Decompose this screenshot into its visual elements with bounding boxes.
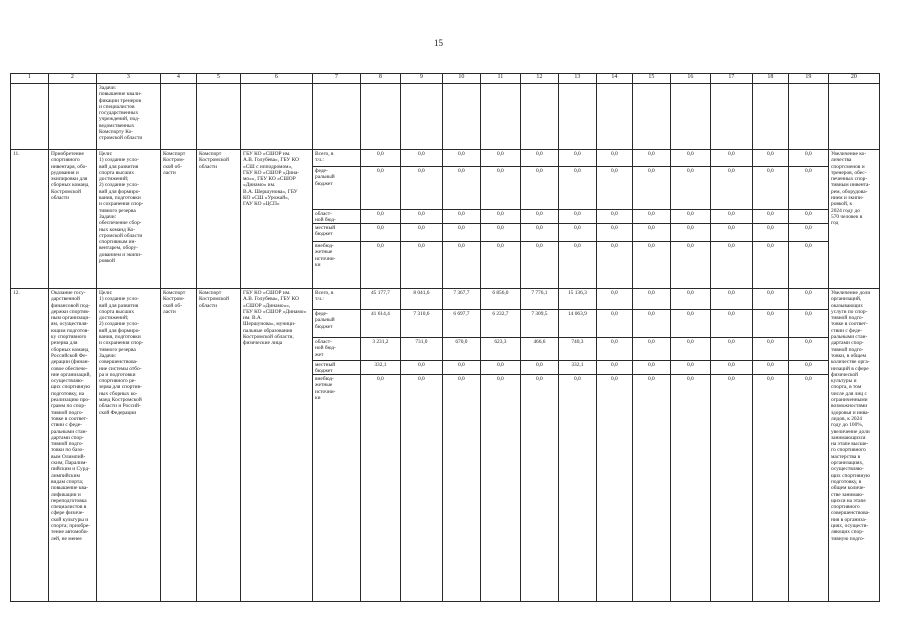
row12-value-cell: 0,0 — [670, 374, 711, 602]
row11-value-cell: 0,0 — [752, 166, 789, 210]
row11-value-cell: 0,0 — [520, 209, 559, 224]
row11-value-cell: 0,0 — [710, 149, 753, 167]
row12-value-cell: 0,0 — [632, 309, 671, 338]
row12-value-cell: 6 856,0 — [480, 288, 521, 310]
cont-row-cell-7 — [312, 83, 361, 150]
cont-row-cell-12 — [520, 83, 559, 150]
column-header-9: 9 — [400, 73, 443, 84]
row11-value-cell: 0,0 — [400, 166, 443, 210]
row11-value-cell: 0,0 — [558, 149, 597, 167]
row12-value-cell: 0,0 — [632, 337, 671, 361]
column-header-6: 6 — [240, 73, 313, 84]
row11-value-cell: 0,0 — [520, 223, 559, 242]
row11-value-cell: 0,0 — [442, 223, 481, 242]
row12-value-cell: 0,0 — [710, 374, 753, 602]
row12-value-cell: 731,0 — [400, 337, 443, 361]
column-header-20: 20 — [828, 73, 880, 84]
row11-value-cell: 0,0 — [400, 223, 443, 242]
column-header-7: 7 — [312, 73, 361, 84]
row12-value-cell: 14 063,9 — [558, 309, 597, 338]
cont-row-cell-11 — [480, 83, 521, 150]
row12-value-cell: 0,0 — [710, 288, 753, 310]
row11-value-cell: 0,0 — [480, 223, 521, 242]
cont-row-cell-19 — [788, 83, 829, 150]
row11-value-cell: 0,0 — [400, 241, 443, 289]
row12-value-cell: 0,0 — [670, 309, 711, 338]
row11-value-cell: 0,0 — [558, 223, 597, 242]
row12-value-cell: 670,0 — [442, 337, 481, 361]
row11-value-cell: 0,0 — [710, 209, 753, 224]
row12-value-cell: 0,0 — [632, 360, 671, 375]
cont-row-cell-18 — [752, 83, 789, 150]
row12-value-cell: 0,0 — [788, 337, 829, 361]
row12-number: 12. — [10, 288, 49, 602]
row11-value-cell: 0,0 — [710, 223, 753, 242]
row12-value-cell: 623,3 — [480, 337, 521, 361]
row11-value-cell: 0,0 — [752, 209, 789, 224]
row12-value-cell: 0,0 — [752, 360, 789, 375]
column-header-16: 16 — [670, 73, 711, 84]
row11-value-cell: 0,0 — [632, 149, 671, 167]
row12-value-cell: 0,0 — [788, 309, 829, 338]
column-header-3: 3 — [96, 73, 161, 84]
row12-value-cell: 0,0 — [442, 374, 481, 602]
row11-goals-tasks: Цели: 1) создание усло- вий для развития спорта высших достижений; 2) создание усло- вий для формиро- вания, подготовки и сохранения спор- тивного резерва Задачи: обеспечение сбор- ных команд Ко- стромской области спортивным ин- вентарем, обору- дованием и экипи- ровкой — [96, 149, 161, 289]
row12-value-cell: 0,0 — [596, 360, 633, 375]
row12-value-cell: 332,1 — [360, 360, 401, 375]
row11-value-cell: 0,0 — [788, 209, 829, 224]
row11-value-cell: 0,0 — [360, 166, 401, 210]
row11-value-cell: 0,0 — [632, 209, 671, 224]
row11-value-cell: 0,0 — [596, 166, 633, 210]
row11-value-cell: 0,0 — [670, 166, 711, 210]
row12-funding-source: област- ной бюд- жет — [312, 337, 361, 361]
row11-value-cell: 0,0 — [558, 209, 597, 224]
row12-funding-source: феде- ральный бюджет — [312, 309, 361, 338]
row12-value-cell: 6 697,7 — [442, 309, 481, 338]
row12-value-cell: 332,1 — [558, 360, 597, 375]
row11-value-cell: 0,0 — [558, 166, 597, 210]
column-header-17: 17 — [710, 73, 753, 84]
row11-value-cell: 0,0 — [596, 241, 633, 289]
page-number: 15 — [434, 38, 443, 48]
row12-value-cell: 7 367,7 — [442, 288, 481, 310]
row12-value-cell: 0,0 — [442, 360, 481, 375]
row11-funding-source: местный бюджет — [312, 223, 361, 242]
row11-value-cell: 0,0 — [520, 149, 559, 167]
row12-value-cell: 7 310,6 — [400, 309, 443, 338]
row11-value-cell: 0,0 — [520, 166, 559, 210]
row12-value-cell: 0,0 — [670, 337, 711, 361]
row12-expected-result: Увеличение доли организаций, оказывающих услуги по спор- тивной подго- товке в соответ- ствии с феде- ральными стан- дартами спор- тивной подго- товки, в общем количестве орга- низаций в сфере физической культуры и спорта, в том числе для лиц с ограниченными возможностями здоровья и инва- лидов, к 2024 году до 100%, увеличение доли занимающихся на этапе высше- го спортивного мастерства в организациях, осуществляю- щих спортивную подготовку, в общем количе- стве занимаю- щихся на этапе спортивного совершенствова- ния в организа- циях, осуществ- ляющих спор- тивную подго- — [828, 288, 880, 602]
column-header-12: 12 — [520, 73, 559, 84]
column-header-5: 5 — [196, 73, 241, 84]
row12-funding-source: местный бюджет — [312, 360, 361, 375]
row11-value-cell: 0,0 — [670, 223, 711, 242]
row12-value-cell: 0,0 — [752, 374, 789, 602]
row11-funding-source: феде- ральный бюджет — [312, 166, 361, 210]
row12-value-cell: 0,0 — [710, 309, 753, 338]
row12-goals-tasks: Цели: 1) создание усло- вий для развития спорта высших достижений; 2) создание усло- вий для формиро- вания, подготовки и сохранения спор- тивного резерва Задачи: совершенствова- ние системы отбо- ра и подготовки спортивного ре- зерва для спортив- ных сборных ко- манд Костромской области и Россий- ской Федерации — [96, 288, 161, 602]
row12-value-cell: 0,0 — [632, 288, 671, 310]
row12-value-cell: 0,0 — [788, 360, 829, 375]
row11-value-cell: 0,0 — [442, 241, 481, 289]
column-header-8: 8 — [360, 73, 401, 84]
row12-value-cell: 0,0 — [520, 360, 559, 375]
row11-value-cell: 0,0 — [480, 149, 521, 167]
cont-row-cell-15 — [632, 83, 671, 150]
row11-value-cell: 0,0 — [360, 223, 401, 242]
cont-row-cell-4 — [160, 83, 197, 150]
row12-value-cell: 466,6 — [520, 337, 559, 361]
row12-value-cell: 3 231,2 — [360, 337, 401, 361]
row12-value-cell: 0,0 — [520, 374, 559, 602]
row12-value-cell: 0,0 — [558, 374, 597, 602]
row12-coordinator: Комспорт Костром- ской об- ласти — [160, 288, 197, 602]
cont-row-cell-13 — [558, 83, 597, 150]
cont-row-cell-3: Задачи: повышение квали- фикации тренеров и специалистов государственных учреждений, под- ведомственных Комспорту Ко- стромской области — [96, 83, 161, 150]
row11-value-cell: 0,0 — [788, 241, 829, 289]
row12-value-cell: 0,0 — [710, 360, 753, 375]
row11-value-cell: 0,0 — [360, 209, 401, 224]
row11-number: 11. — [10, 149, 49, 289]
row12-value-cell: 0,0 — [596, 288, 633, 310]
column-header-18: 18 — [752, 73, 789, 84]
row11-value-cell: 0,0 — [710, 241, 753, 289]
row11-funding-source: област- ной бюд- — [312, 209, 361, 224]
row12-value-cell: 0,0 — [400, 360, 443, 375]
row12-value-cell: 0,0 — [670, 288, 711, 310]
cont-row-cell-10 — [442, 83, 481, 150]
row12-value-cell: 0,0 — [480, 374, 521, 602]
column-header-15: 15 — [632, 73, 671, 84]
row11-value-cell: 0,0 — [632, 223, 671, 242]
row11-value-cell: 0,0 — [788, 149, 829, 167]
row11-value-cell: 0,0 — [788, 166, 829, 210]
column-header-2: 2 — [48, 73, 97, 84]
row12-executors: ГБУ КО «СШОР им. А.В. Голубева», ГБУ КО «СШОР «Динамо»», ГБУ КО «СШОР «Динамо» им. В.А. Шершунова», муници- пальные образования Костромской области, физические лица — [240, 288, 313, 602]
row12-value-cell: 0,0 — [632, 374, 671, 602]
row12-value-cell: 0,0 — [788, 374, 829, 602]
row11-value-cell: 0,0 — [670, 149, 711, 167]
cont-row-cell-1 — [10, 83, 49, 150]
row11-value-cell: 0,0 — [480, 209, 521, 224]
row11-value-cell: 0,0 — [596, 209, 633, 224]
row11-value-cell: 0,0 — [442, 209, 481, 224]
row11-value-cell: 0,0 — [632, 166, 671, 210]
program-table — [10, 73, 879, 601]
row12-value-cell: 8 041,6 — [400, 288, 443, 310]
column-header-14: 14 — [596, 73, 633, 84]
row11-responsible: Комспорт Костромской области — [196, 149, 241, 289]
row11-value-cell: 0,0 — [710, 166, 753, 210]
row11-measure-name: Приобретение спортивного инвентаря, обо- рудования и экипировки для сборных команд Костромской области — [48, 149, 97, 289]
row12-value-cell: 0,0 — [752, 288, 789, 310]
cont-row-cell-20 — [828, 83, 880, 150]
row12-value-cell: 6 232,7 — [480, 309, 521, 338]
row12-value-cell: 0,0 — [596, 309, 633, 338]
row11-value-cell: 0,0 — [670, 209, 711, 224]
row11-value-cell: 0,0 — [752, 241, 789, 289]
row11-value-cell: 0,0 — [752, 223, 789, 242]
row11-value-cell: 0,0 — [752, 149, 789, 167]
row12-value-cell: 0,0 — [788, 288, 829, 310]
row12-value-cell: 0,0 — [360, 374, 401, 602]
column-header-11: 11 — [480, 73, 521, 84]
row12-value-cell: 15 136,3 — [558, 288, 597, 310]
cont-row-cell-6 — [240, 83, 313, 150]
row11-value-cell: 0,0 — [442, 149, 481, 167]
row12-value-cell: 45 177,7 — [360, 288, 401, 310]
row11-value-cell: 0,0 — [400, 209, 443, 224]
row12-value-cell: 0,0 — [400, 374, 443, 602]
row12-value-cell: 740,3 — [558, 337, 597, 361]
row12-measure-name: Оказание госу- дарственной финансовой под- держки спортив- ным организаци- ям, осуществля- ющим подготов- ку спортивного резерва для сборных команд Российской Фе- дерации (финан- совое обеспече- ние организаций, осуществляю- щих спортивную подготовку, на реализацию про- грамм по спор- тивной подго- товке в соответ- ствии с феде- ральными стан- дартами спор- тивной подго- товки по базо- вым Олимпий- ским, Паралим- пийским и Сурд- лимпийским видам спорта; повышение ква- лификации и переподготовка специалистов в сфере физиче- ской культуры и спорта; приобре- тение автомоби- лей, не менее — [48, 288, 97, 602]
row11-funding-source: внебюд- жетные источни- ки — [312, 241, 361, 289]
row11-value-cell: 0,0 — [400, 149, 443, 167]
row12-value-cell: 0,0 — [752, 337, 789, 361]
cont-row-cell-14 — [596, 83, 633, 150]
row11-value-cell: 0,0 — [558, 241, 597, 289]
row11-value-cell: 0,0 — [596, 149, 633, 167]
row11-value-cell: 0,0 — [520, 241, 559, 289]
row11-value-cell: 0,0 — [360, 149, 401, 167]
row12-value-cell: 0,0 — [670, 360, 711, 375]
cont-row-cell-17 — [710, 83, 753, 150]
row12-value-cell: 0,0 — [596, 374, 633, 602]
cont-row-cell-8 — [360, 83, 401, 150]
row12-value-cell: 0,0 — [752, 309, 789, 338]
row12-funding-source: внебюд- жетные источни- ки — [312, 374, 361, 602]
row11-value-cell: 0,0 — [360, 241, 401, 289]
row11-value-cell: 0,0 — [788, 223, 829, 242]
cont-row-cell-5 — [196, 83, 241, 150]
cont-row-cell-9 — [400, 83, 443, 150]
row11-value-cell: 0,0 — [480, 166, 521, 210]
column-header-19: 19 — [788, 73, 829, 84]
row12-value-cell: 7 309,5 — [520, 309, 559, 338]
row12-value-cell: 0,0 — [710, 337, 753, 361]
cont-row-cell-16 — [670, 83, 711, 150]
row12-value-cell: 7 776,1 — [520, 288, 559, 310]
row12-funding-source: Всего, в т.ч.: — [312, 288, 361, 310]
row11-expected-result: Увеличение ко- личества спортсменов и тренеров, обес- печенных спор- тивным инвента- рем, оборудова- нием и экипи- ровкой, к 2024 году до 570 человек в год — [828, 149, 880, 289]
row11-funding-source: Всего, в т.ч.: — [312, 149, 361, 167]
row12-responsible: Комспорт Костромской области — [196, 288, 241, 602]
row11-coordinator: Комспорт Костром- ской об- ласти — [160, 149, 197, 289]
row11-value-cell: 0,0 — [670, 241, 711, 289]
row11-value-cell: 0,0 — [480, 241, 521, 289]
row11-value-cell: 0,0 — [442, 166, 481, 210]
column-header-13: 13 — [558, 73, 597, 84]
column-header-1: 1 — [10, 73, 49, 84]
row12-value-cell: 0,0 — [596, 337, 633, 361]
row11-value-cell: 0,0 — [596, 223, 633, 242]
column-header-4: 4 — [160, 73, 197, 84]
row12-value-cell: 0,0 — [480, 360, 521, 375]
cont-row-cell-2 — [48, 83, 97, 150]
row11-value-cell: 0,0 — [632, 241, 671, 289]
column-header-10: 10 — [442, 73, 481, 84]
row12-value-cell: 41 614,4 — [360, 309, 401, 338]
row11-executors: ГБУ КО «СШОР им. А.В. Голубева», ГБУ КО «СШ с ипподромом», ГБУ КО «СШОР «Дина- мо»», ГБУ КО «СШОР «Динамо» им. В.А. Шершунова», ГБУ КО «СШ «Урожай», ГАУ КО «ЦСП» — [240, 149, 313, 289]
